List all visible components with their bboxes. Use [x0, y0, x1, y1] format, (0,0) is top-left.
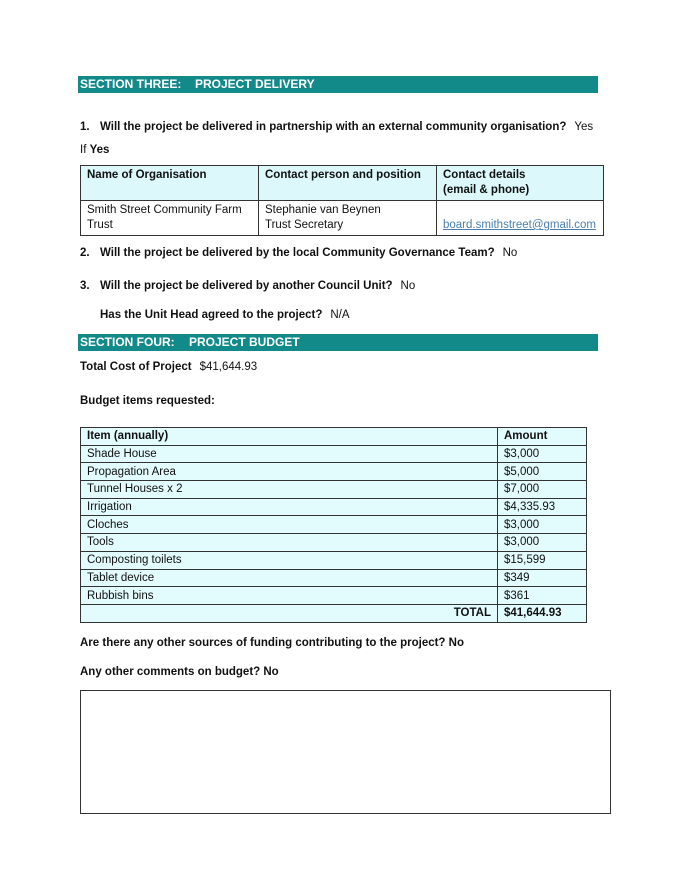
comments-question	[80, 666, 279, 678]
question-3b	[100, 309, 350, 321]
budget-item-cell: Propagation Area	[81, 463, 498, 481]
budget-amount-cell: $4,335.93	[498, 498, 587, 516]
table-row	[81, 569, 587, 587]
org-header-details	[437, 166, 604, 201]
question-3-text: Will the project be delivered by another Council Unit?	[100, 280, 393, 292]
other-sources-text: Are there any other sources of funding contributing to the project?	[80, 637, 446, 649]
org-contact-line1: Stephanie van Beynen	[265, 204, 381, 216]
budget-total-row	[81, 604, 587, 622]
budget-item-cell: Tools	[81, 534, 498, 552]
organisation-table-header	[81, 166, 604, 201]
budget-table-header	[81, 428, 587, 446]
budget-item-cell: Tunnel Houses x 2	[81, 481, 498, 499]
budget-amount-cell: $3,000	[498, 445, 587, 463]
org-contact-cell	[259, 201, 437, 236]
table-row	[81, 463, 587, 481]
email-link[interactable]: board.smithstreet@gmail.com	[443, 219, 596, 231]
budget-item-cell: Shade House	[81, 445, 498, 463]
section-four-label: SECTION FOUR:	[80, 335, 175, 349]
question-3b-text: Has the Unit Head agreed to the project?	[100, 309, 323, 321]
org-details-cell	[437, 201, 604, 236]
question-2	[80, 247, 517, 259]
table-row	[81, 445, 587, 463]
question-1-answer: Yes	[574, 121, 594, 133]
budget-amount-cell: $3,000	[498, 516, 587, 534]
question-2-text: Will the project be delivered by the local Community Governance Team?	[100, 247, 495, 259]
budget-amount-cell: $3,000	[498, 534, 587, 552]
budget-total-value: $41,644.93	[498, 604, 587, 622]
question-3-number: 3.	[80, 280, 90, 292]
budget-item-cell: Rubbish bins	[81, 587, 498, 605]
org-name-line2: Trust	[87, 219, 113, 231]
table-row	[81, 587, 587, 605]
question-3b-answer: N/A	[330, 309, 350, 321]
comments-box[interactable]	[80, 690, 611, 814]
org-name-line1: Smith Street Community Farm	[87, 204, 242, 216]
question-2-answer: No	[502, 247, 518, 259]
table-row	[81, 498, 587, 516]
budget-amount-cell: $5,000	[498, 463, 587, 481]
organisation-table	[80, 165, 604, 236]
question-1	[80, 121, 593, 133]
org-header-details-line1: Contact details	[443, 169, 526, 181]
org-contact-line2: Trust Secretary	[265, 219, 344, 231]
total-cost-value: $41,644.93	[199, 361, 258, 373]
if-word: Yes	[89, 144, 110, 156]
section-four-header	[78, 334, 598, 351]
budget-total-label: TOTAL	[81, 604, 498, 622]
question-3	[80, 280, 415, 292]
question-2-number: 2.	[80, 247, 90, 259]
budget-header-item: Item (annually)	[81, 428, 498, 446]
if-yes-label	[80, 144, 109, 156]
comments-answer: No	[263, 666, 279, 678]
budget-amount-cell: $361	[498, 587, 587, 605]
comments-text: Any other comments on budget?	[80, 666, 261, 678]
org-header-contact: Contact person and position	[259, 166, 437, 201]
if-prefix: If	[80, 144, 87, 156]
other-sources-answer: No	[448, 637, 465, 649]
budget-items-label: Budget items requested:	[80, 395, 215, 407]
org-name-cell	[81, 201, 259, 236]
budget-table	[80, 427, 587, 623]
section-four-title: PROJECT BUDGET	[189, 335, 300, 349]
org-header-name: Name of Organisation	[81, 166, 259, 201]
budget-item-cell: Irrigation	[81, 498, 498, 516]
table-row	[81, 516, 587, 534]
budget-item-cell: Cloches	[81, 516, 498, 534]
question-3-answer: No	[400, 280, 416, 292]
budget-amount-cell: $7,000	[498, 481, 587, 499]
section-three-label: SECTION THREE:	[80, 77, 182, 91]
total-cost-label: Total Cost of Project	[80, 361, 192, 373]
table-row	[81, 551, 587, 569]
table-row	[81, 534, 587, 552]
section-three-header	[78, 76, 598, 93]
table-row	[81, 481, 587, 499]
question-1-number: 1.	[80, 121, 90, 133]
total-cost	[80, 361, 257, 373]
budget-amount-cell: $349	[498, 569, 587, 587]
question-1-text: Will the project be delivered in partnership with an external community organisation?	[100, 121, 567, 133]
table-row	[81, 201, 604, 236]
budget-item-cell: Tablet device	[81, 569, 498, 587]
budget-amount-cell: $15,599	[498, 551, 587, 569]
other-sources-question	[80, 637, 464, 649]
org-header-details-line2: (email & phone)	[443, 184, 530, 196]
section-three-title: PROJECT DELIVERY	[195, 77, 315, 91]
budget-item-cell: Composting toilets	[81, 551, 498, 569]
budget-header-amount: Amount	[498, 428, 587, 446]
